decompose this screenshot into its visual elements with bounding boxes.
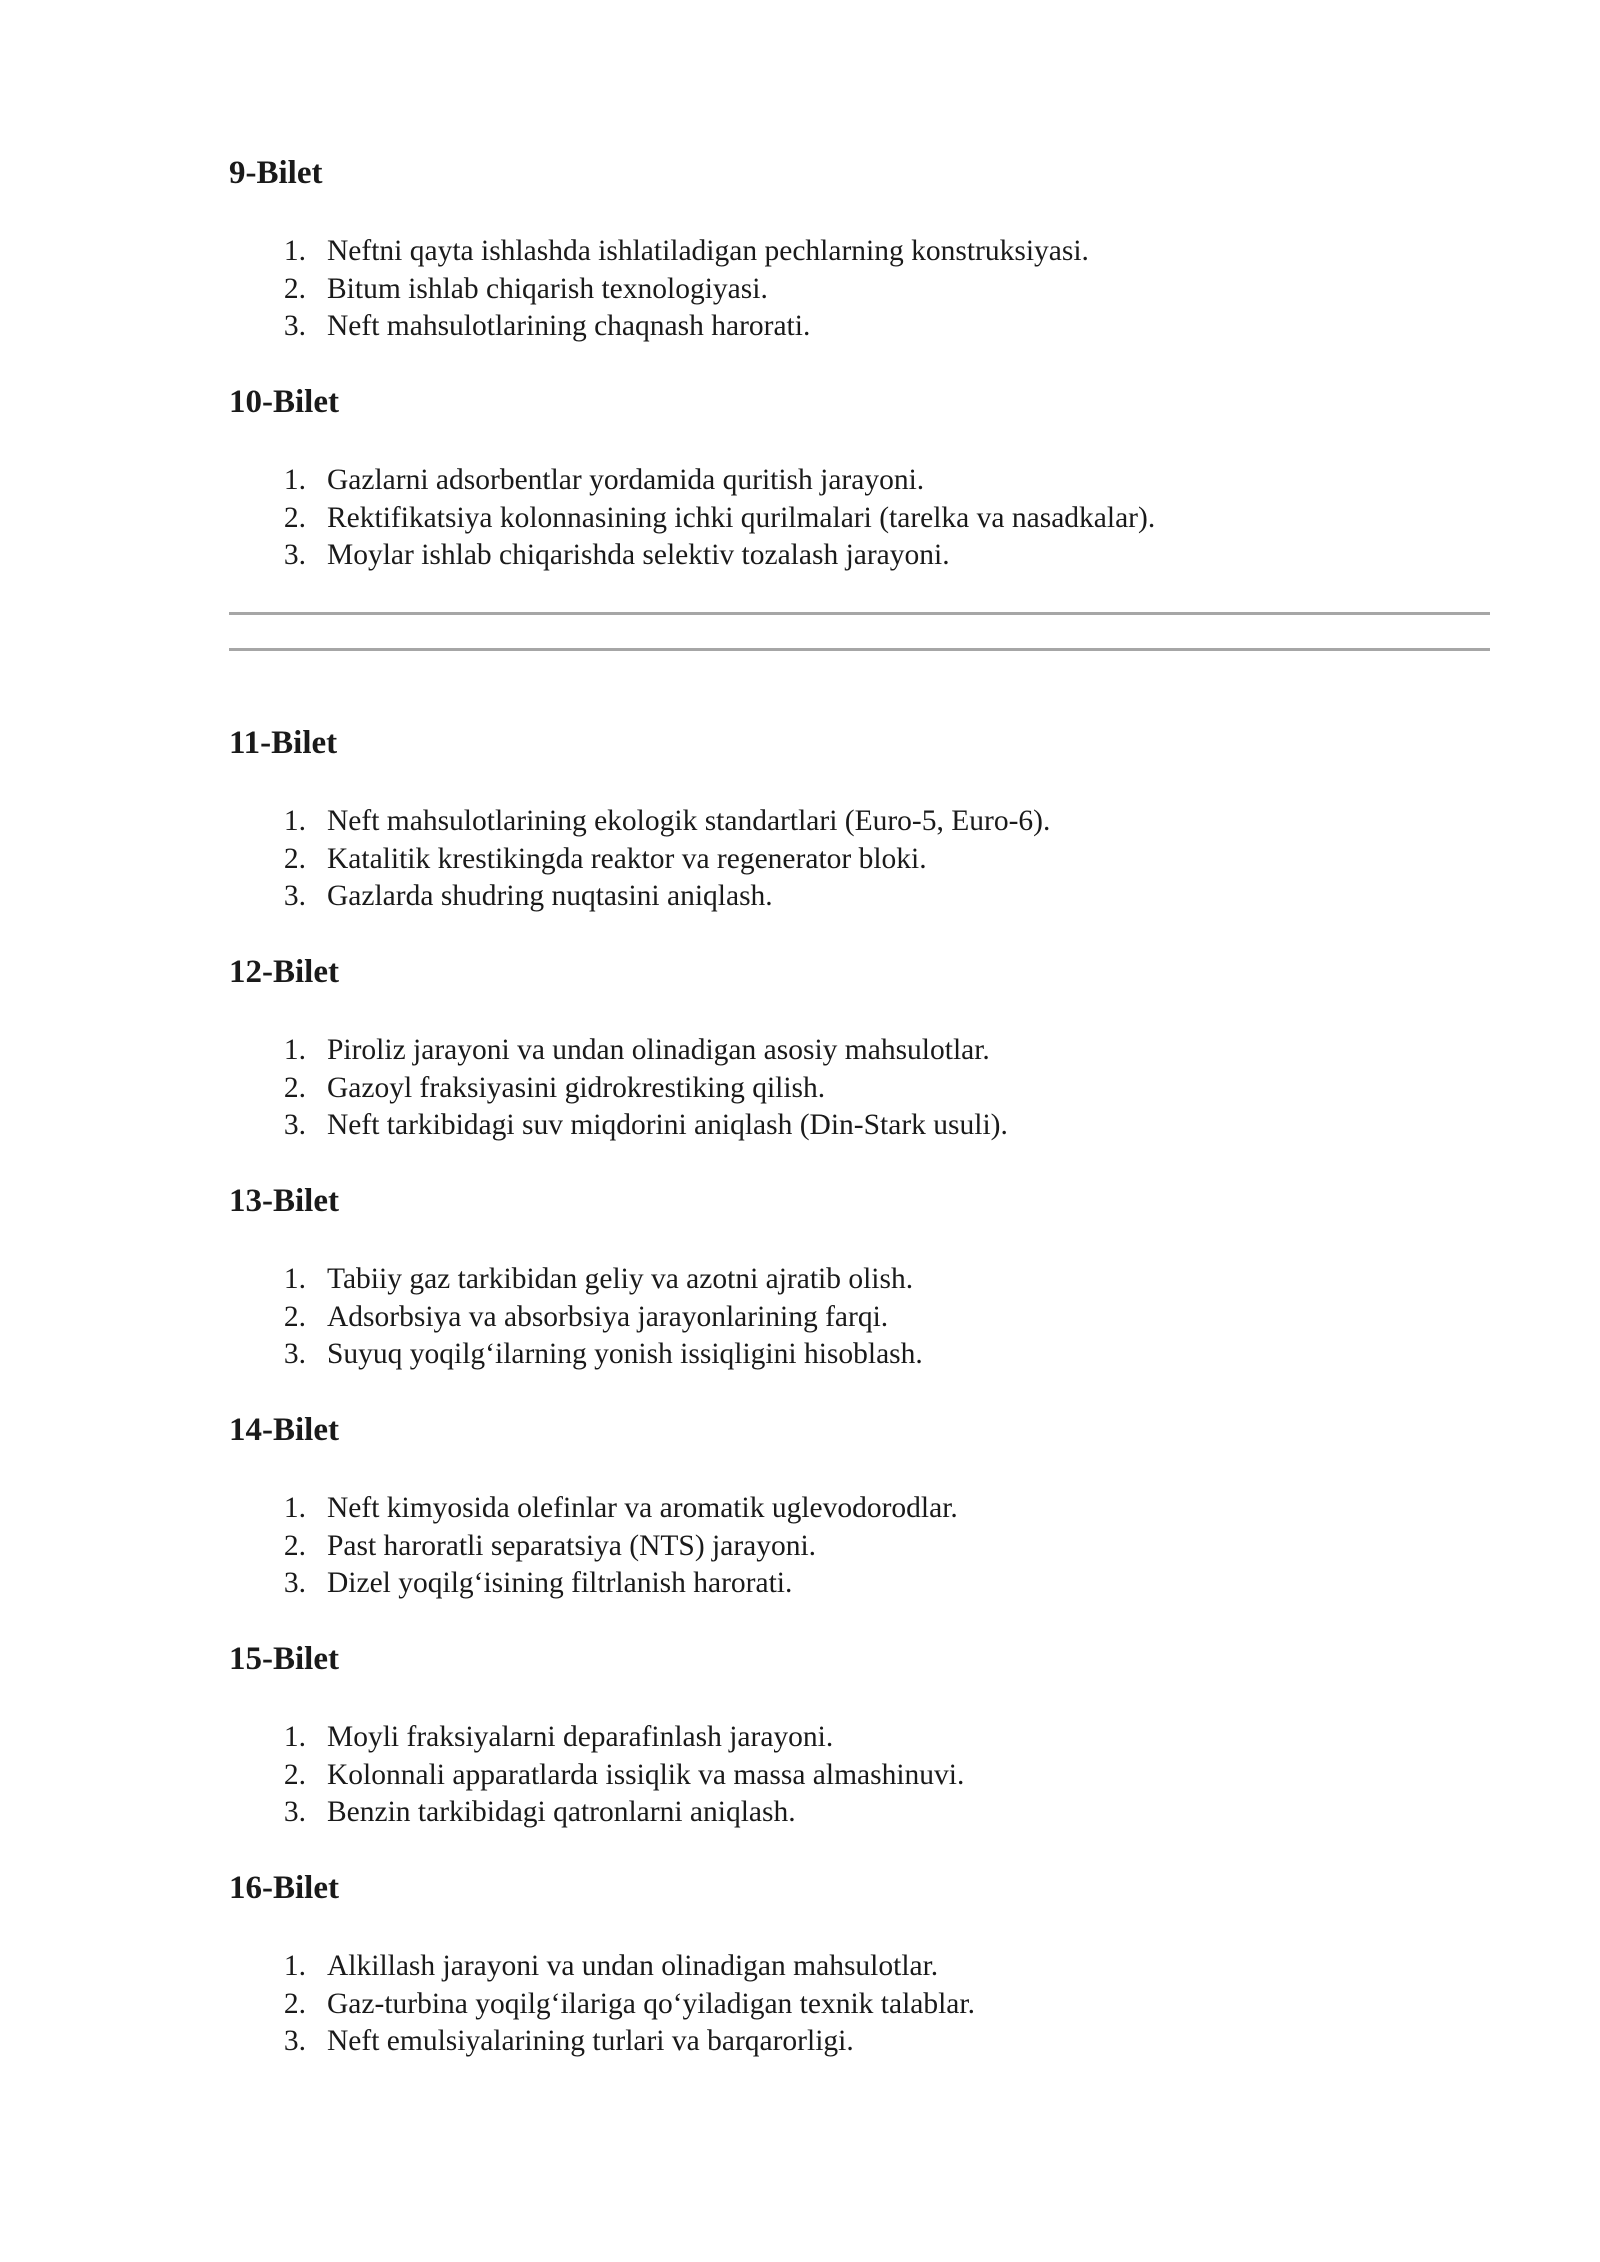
question-text: Alkillash jarayoni va undan olinadigan mahsulotlar. [327, 1950, 939, 1982]
question-number: 2. [283, 1987, 306, 2020]
question-number: 1. [283, 464, 306, 496]
ticket-14 [229, 1414, 1489, 1603]
question-list [229, 462, 1489, 575]
question-text: Neftni qayta ishlashda ishlatiladigan pechlarning konstruksiyasi. [327, 235, 1089, 267]
question-list [229, 1032, 1489, 1145]
question-item [229, 841, 1489, 879]
question-item [229, 1719, 1489, 1757]
question-item [229, 1107, 1489, 1145]
question-list [229, 1261, 1489, 1374]
question-number: 1. [283, 1950, 306, 1982]
ticket-11 [229, 727, 1489, 916]
ticket-13 [229, 1185, 1489, 1374]
ticket-16 [229, 1872, 1489, 2061]
question-list [229, 1490, 1489, 1603]
question-text: Neft emulsiyalarining turlari va barqarorligi. [327, 2025, 854, 2057]
question-number: 1. [283, 1721, 306, 1753]
question-item [229, 1565, 1489, 1603]
question-text: Moyli fraksiyalarni deparafinlash jarayoni. [327, 1721, 834, 1753]
question-text: Kolonnali apparatlarda issiqlik va massa almashinuvi. [327, 1758, 965, 1791]
question-text: Gazoyl fraksiyasini gidrokrestiking qilish. [327, 1071, 826, 1104]
question-text: Rektifikatsiya kolonnasining ichki qurilmalari (tarelka va nasadkalar). [327, 501, 1156, 534]
question-number: 2. [283, 1758, 306, 1791]
ticket-title: 9-Bilet [229, 155, 323, 191]
question-item [229, 1528, 1489, 1566]
question-item [229, 1794, 1489, 1832]
question-number: 3. [283, 1796, 306, 1828]
question-number: 3. [283, 310, 306, 342]
question-item [229, 878, 1489, 916]
question-item [229, 1336, 1489, 1374]
question-item [229, 1757, 1489, 1795]
question-item [229, 803, 1489, 841]
question-item [229, 271, 1489, 309]
question-item [229, 1032, 1489, 1070]
question-text: Neft mahsulotlarining chaqnash harorati. [327, 310, 811, 342]
ticket-title: 14-Bilet [229, 1412, 339, 1448]
question-text: Piroliz jarayoni va undan olinadigan asosiy mahsulotlar. [327, 1034, 990, 1066]
question-number: 1. [283, 1034, 306, 1066]
question-item [229, 2023, 1489, 2061]
question-text: Past haroratli separatsiya (NTS) jarayoni. [327, 1529, 817, 1562]
ticket-10 [229, 386, 1489, 575]
question-number: 3. [283, 539, 306, 571]
question-list [229, 1719, 1489, 1832]
question-number: 1. [283, 1492, 306, 1524]
question-item [229, 1948, 1489, 1986]
question-item [229, 1261, 1489, 1299]
horizontal-rule [229, 648, 1490, 651]
question-text: Dizel yoqilg‘isining filtrlanish harorati. [327, 1567, 793, 1599]
question-item [229, 500, 1489, 538]
question-number: 3. [283, 2025, 306, 2057]
ticket-12 [229, 956, 1489, 1145]
question-item [229, 1299, 1489, 1337]
ticket-title: 16-Bilet [229, 1870, 339, 1906]
ticket-title: 15-Bilet [229, 1641, 339, 1677]
question-number: 3. [283, 1567, 306, 1599]
question-text: Gazlarni adsorbentlar yordamida quritish jarayoni. [327, 464, 925, 496]
question-item [229, 1490, 1489, 1528]
question-text: Neft kimyosida olefinlar va aromatik uglevodorodlar. [327, 1492, 958, 1524]
question-number: 1. [283, 235, 306, 267]
question-number: 3. [283, 1109, 306, 1141]
question-text: Suyuq yoqilg‘ilarning yonish issiqligini hisoblash. [327, 1338, 923, 1370]
question-text: Neft mahsulotlarining ekologik standartlari (Euro-5, Euro-6). [327, 805, 1051, 837]
ticket-15 [229, 1643, 1489, 1832]
question-text: Tabiiy gaz tarkibidan geliy va azotni ajratib olish. [327, 1263, 914, 1295]
question-text: Moylar ishlab chiqarishda selektiv tozalash jarayoni. [327, 539, 950, 571]
question-list [229, 1948, 1489, 2061]
question-text: Gazlarda shudring nuqtasini aniqlash. [327, 880, 773, 912]
horizontal-rule [229, 612, 1490, 615]
question-number: 2. [283, 1071, 306, 1104]
ticket-9 [229, 157, 1489, 346]
question-number: 2. [283, 1529, 306, 1562]
question-number: 3. [283, 880, 306, 912]
question-number: 2. [283, 272, 306, 305]
question-item [229, 233, 1489, 271]
question-number: 3. [283, 1338, 306, 1370]
question-number: 1. [283, 805, 306, 837]
question-item [229, 537, 1489, 575]
question-item [229, 1986, 1489, 2024]
question-item [229, 1070, 1489, 1108]
question-number: 1. [283, 1263, 306, 1295]
question-list [229, 803, 1489, 916]
question-text: Neft tarkibidagi suv miqdorini aniqlash (Din-Stark usuli). [327, 1109, 1008, 1141]
question-text: Gaz-turbina yoqilg‘ilariga qo‘yiladigan texnik talablar. [327, 1987, 975, 2020]
ticket-title: 10-Bilet [229, 384, 339, 420]
question-number: 2. [283, 501, 306, 534]
question-number: 2. [283, 842, 306, 875]
ticket-title: 12-Bilet [229, 954, 339, 990]
question-text: Bitum ishlab chiqarish texnologiyasi. [327, 272, 768, 305]
question-item [229, 308, 1489, 346]
ticket-title: 13-Bilet [229, 1183, 339, 1219]
question-number: 2. [283, 1300, 306, 1333]
question-text: Benzin tarkibidagi qatronlarni aniqlash. [327, 1796, 796, 1828]
question-text: Katalitik krestikingda reaktor va regenerator bloki. [327, 842, 927, 875]
question-text: Adsorbsiya va absorbsiya jarayonlarining farqi. [327, 1300, 889, 1333]
question-list [229, 233, 1489, 346]
ticket-title: 11-Bilet [229, 725, 338, 761]
question-item [229, 462, 1489, 500]
